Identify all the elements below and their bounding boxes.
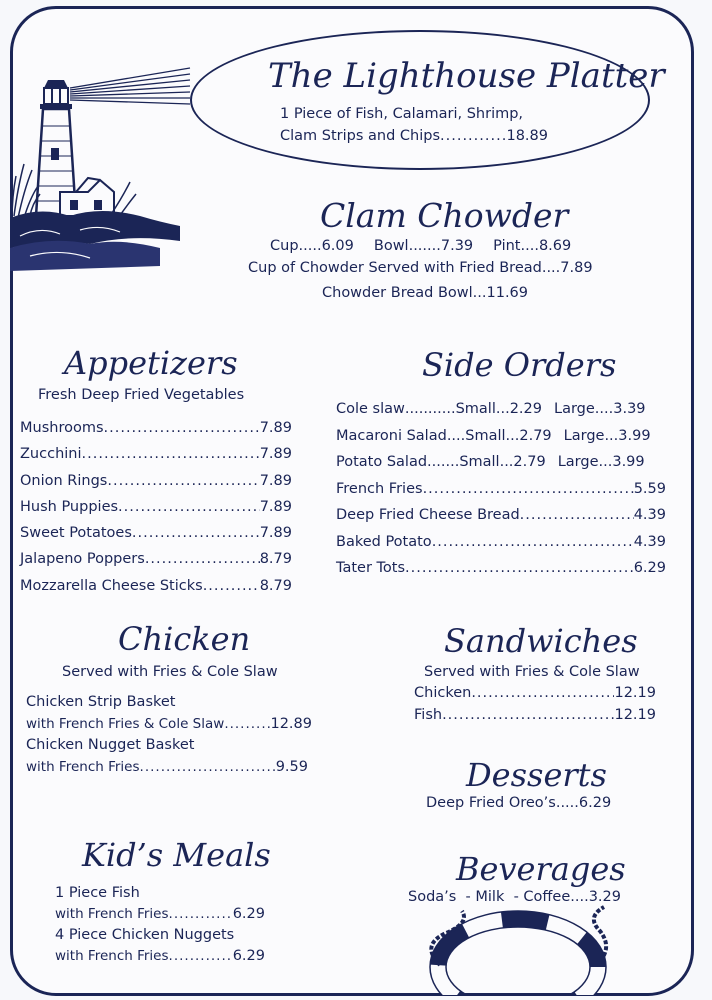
sides-list bbox=[336, 401, 666, 587]
desserts-title: Desserts bbox=[466, 756, 607, 794]
list-item: Mushrooms ..... 7.89 bbox=[20, 420, 292, 446]
sandwiches-title: Sandwiches bbox=[444, 622, 638, 660]
list-item: Onion Rings ..... 7.89 bbox=[20, 473, 292, 499]
chowder-pint-label: Pint bbox=[493, 238, 521, 254]
chowder-bread-row: Cup of Chowder Served with Fried Bread....7.89 bbox=[248, 260, 593, 276]
platter-title: The Lighthouse Platter bbox=[268, 56, 665, 96]
chowder-cup-label: Cup bbox=[270, 238, 299, 254]
kids-item-name: 1 Piece Fish bbox=[55, 885, 140, 901]
appetizers-title: Appetizers bbox=[64, 344, 238, 382]
list-item: Baked Potato ..... 4.39 bbox=[336, 534, 666, 561]
platter-line2-price: 18.89 bbox=[506, 128, 548, 144]
beverages-text: Soda’s - Milk - Coffee bbox=[408, 889, 571, 905]
chicken-item-row: with French Fries ..... 9.59 bbox=[26, 759, 308, 775]
chicken-item-name: Chicken Strip Basket bbox=[26, 694, 176, 710]
chowder-bread-name: Cup of Chowder Served with Fried Bread bbox=[248, 260, 542, 276]
list-item: Deep Fried Cheese Bread ..... 4.39 bbox=[336, 507, 666, 534]
sides-title: Side Orders bbox=[422, 346, 617, 384]
platter-line2-name: Clam Strips and Chips bbox=[280, 128, 441, 144]
chicken-title: Chicken bbox=[118, 620, 251, 658]
list-item: Zucchini ..... 7.89 bbox=[20, 446, 292, 472]
appetizers-subtitle: Fresh Deep Fried Vegetables bbox=[38, 387, 245, 403]
chowder-breadbowl-row: Chowder Bread Bowl...11.69 bbox=[322, 285, 529, 301]
list-item: Fish ..... 12.19 bbox=[414, 707, 656, 729]
beverages-row: Soda’s - Milk - Coffee....3.29 bbox=[408, 889, 621, 905]
chowder-title: Clam Chowder bbox=[320, 196, 569, 235]
beverages-title: Beverages bbox=[456, 850, 626, 888]
appetizers-list bbox=[20, 420, 292, 604]
list-item: French Fries ..... 5.59 bbox=[336, 481, 666, 508]
kids-item-name: 4 Piece Chicken Nuggets bbox=[55, 927, 235, 943]
list-item: Macaroni Salad .... Small ... 2.79 Large ... 3.99 bbox=[336, 427, 651, 444]
chicken-item-row: with French Fries & Cole Slaw ..... 12.89 bbox=[26, 716, 312, 732]
kids-item-row: with French Fries ..... 6.29 bbox=[55, 906, 265, 922]
desserts-row: Deep Fried Oreo’s.....6.29 bbox=[426, 795, 612, 811]
chowder-breadbowl-price: 11.69 bbox=[486, 285, 529, 301]
desserts-item-price: 6.29 bbox=[578, 795, 612, 811]
list-item: Sweet Potatoes ..... 7.89 bbox=[20, 525, 292, 551]
platter-oval bbox=[190, 30, 650, 170]
sandwiches-subtitle: Served with Fries & Cole Slaw bbox=[424, 664, 640, 680]
chowder-breadbowl-name: Chowder Bread Bowl bbox=[322, 285, 473, 301]
beverages-price: 3.29 bbox=[588, 889, 621, 905]
list-item: Jalapeno Poppers ..... 8.79 bbox=[20, 551, 292, 577]
platter-line2 bbox=[280, 128, 548, 144]
list-item: Cole slaw ........... Small ... 2.29 Large .... 3.39 bbox=[336, 401, 646, 417]
chowder-bowl-label: Bowl bbox=[373, 238, 409, 254]
chowder-sizes: Cup.....6.09 Bowl.......7.39 Pint....8.69 bbox=[270, 238, 572, 254]
kids-item-row: with French Fries ..... 6.29 bbox=[55, 948, 265, 964]
chowder-bread-price: 7.89 bbox=[560, 260, 593, 276]
life-ring-illustration bbox=[400, 905, 620, 995]
chowder-bowl-price: 7.39 bbox=[440, 238, 474, 254]
lighthouse-illustration bbox=[10, 66, 200, 276]
desserts-item-name: Deep Fried Oreo’s bbox=[426, 795, 556, 811]
list-item: Chicken ..... 12.19 bbox=[414, 685, 656, 707]
chowder-cup-price: 6.09 bbox=[321, 238, 354, 254]
chowder-pint-price: 8.69 bbox=[538, 238, 572, 254]
list-item: Potato Salad ....... Small ... 2.79 Large ... 3.99 bbox=[336, 454, 645, 470]
list-item: Mozzarella Cheese Sticks ..... 8.79 bbox=[20, 578, 292, 604]
list-item: Hush Puppies ..... 7.89 bbox=[20, 499, 292, 525]
list-item: Tater Tots ..... 6.29 bbox=[336, 560, 666, 587]
chicken-item-name: Chicken Nugget Basket bbox=[26, 737, 195, 753]
platter-line1: 1 Piece of Fish, Calamari, Shrimp, bbox=[280, 106, 524, 122]
kids-title: Kid’s Meals bbox=[82, 836, 271, 874]
sandwiches-list bbox=[414, 685, 656, 729]
chicken-subtitle: Served with Fries & Cole Slaw bbox=[62, 664, 278, 680]
